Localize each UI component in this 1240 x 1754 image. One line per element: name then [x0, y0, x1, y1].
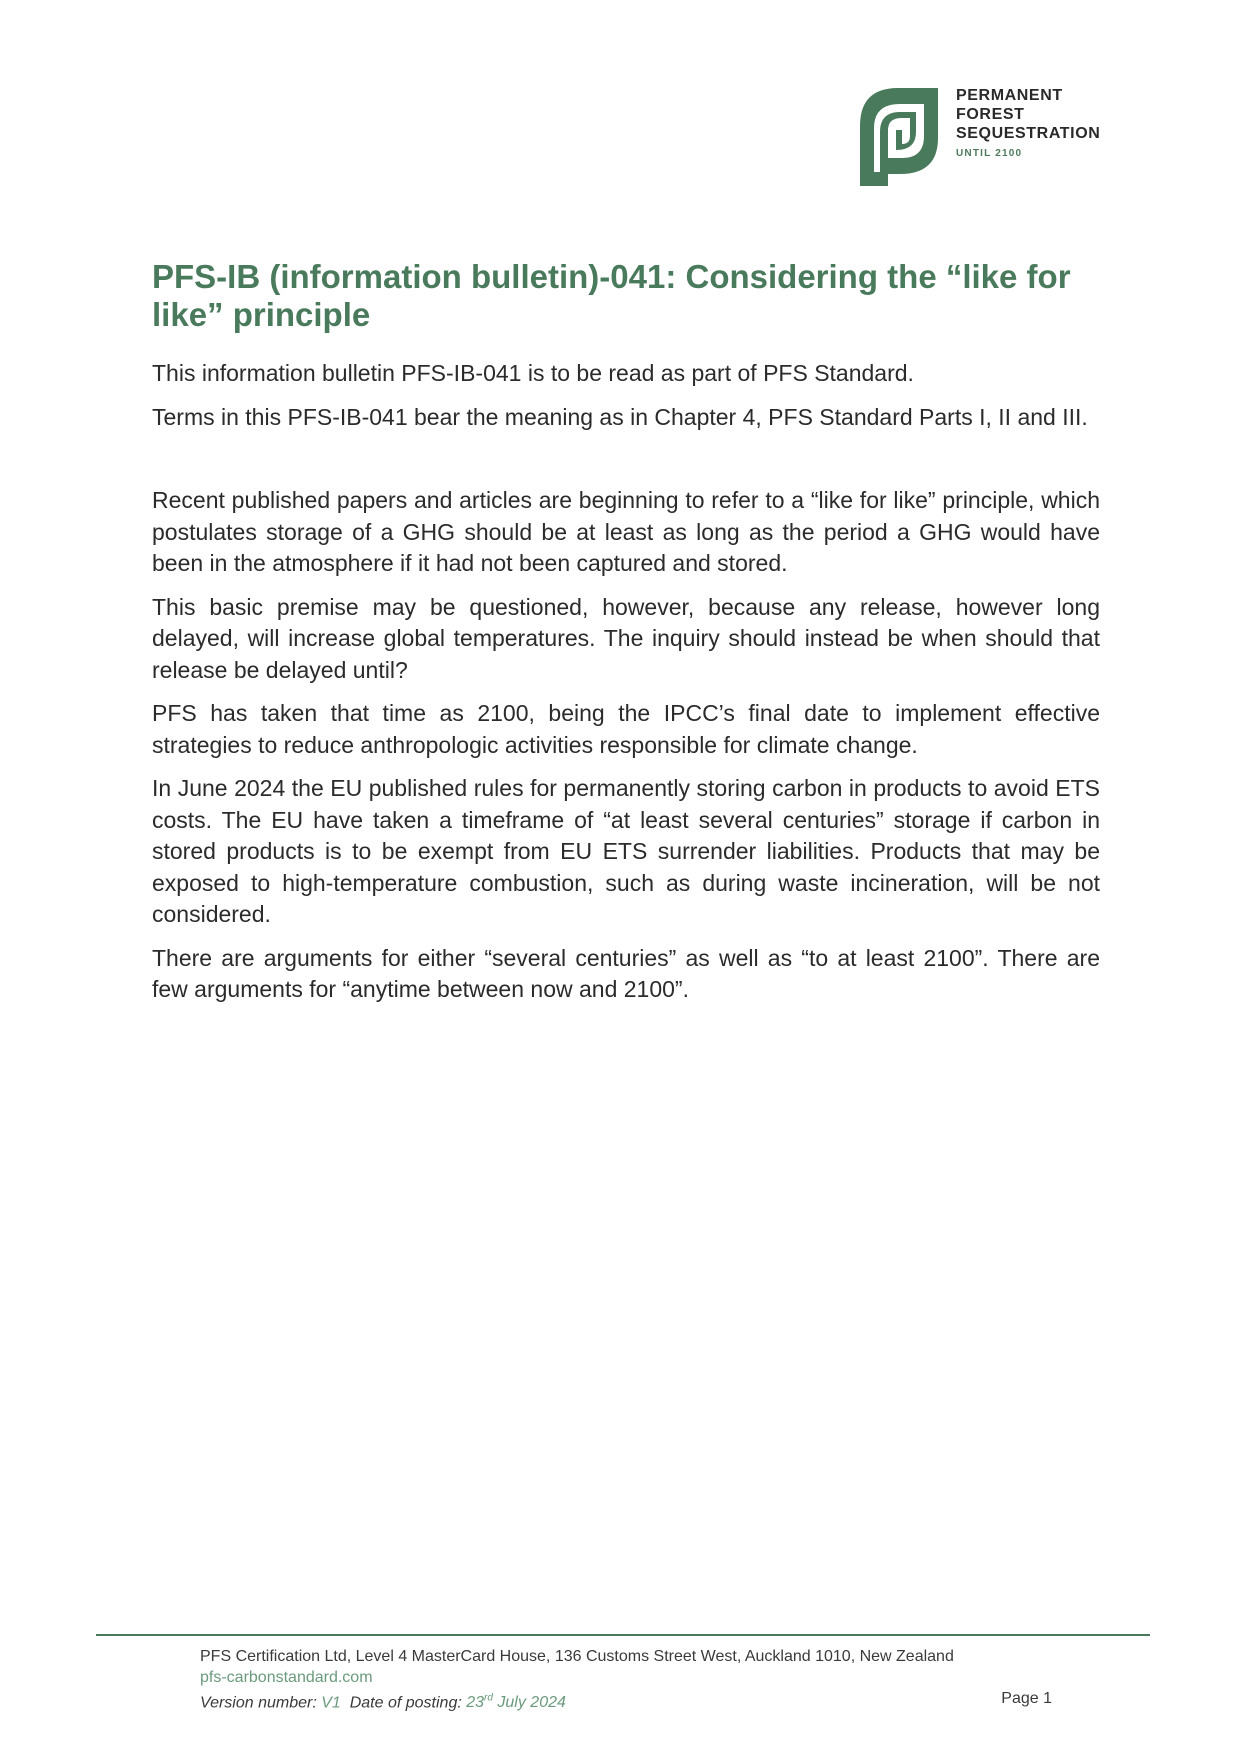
footer-website-link[interactable]: pfs-carbonstandard.com [200, 1669, 373, 1686]
body-paragraph: There are arguments for either “several centuries” as well as “to at least 2100”. There are few arguments for “anytime between now and 2100”. [152, 944, 1100, 1002]
page-footer [200, 1646, 1052, 1713]
logo-line-3: SEQUESTRATION [956, 125, 1101, 142]
date-day: 23 [466, 1694, 485, 1712]
document-body [152, 258, 1100, 1018]
date-rest: July 2024 [497, 1694, 566, 1712]
body-paragraph: PFS has taken that time as 2100, being the IPCC’s final date to implement effective strategies to reduce anthropologic activities responsible for climate change. [152, 700, 1100, 758]
body-paragraph: Recent published papers and articles are beginning to refer to a “like for like” principle, which postulates storage of a GHG should be at least as long as the period a GHG would have been in the atmosphere if it had not been captured and stored. [152, 487, 1100, 576]
body-paragraph: In June 2024 the EU published rules for permanently storing carbon in products to avoid ETS costs. The EU have taken a timeframe of “at least several centuries” storage if carbon in stored products is to be exempt from EU ETS surrender liabilities. Products that may be exposed to high-temperature combustion, such as during waste incineration, will be not considered. [152, 775, 1100, 927]
body-paragraph: This basic premise may be questioned, however, because any release, however long delayed, will increase global temperatures. The inquiry should instead be when should that release be delayed until? [152, 593, 1100, 683]
logo-line-2: FOREST [956, 106, 1025, 123]
date-label: Date of posting: [349, 1694, 462, 1712]
date-suffix: rd [484, 1693, 493, 1704]
pfs-logo [850, 86, 1130, 196]
footer-address: PFS Certification Ltd, Level 4 MasterCard House, 136 Customs Street West, Auckland 1010, New Zealand [200, 1648, 954, 1665]
footer-divider [96, 1634, 1150, 1636]
version-value: V1 [321, 1694, 341, 1712]
footer-version-info [200, 1688, 1052, 1713]
intro-paragraph: This information bulletin PFS-IB-041 is to be read as part of PFS Standard. [152, 360, 914, 386]
intro-paragraph: Terms in this PFS-IB-041 bear the meaning as in Chapter 4, PFS Standard Parts I, II and III. [152, 403, 1088, 430]
posting-date [466, 1694, 566, 1711]
page-number: Page 1 [1001, 1690, 1052, 1707]
logo-line-1: PERMANENT [956, 87, 1063, 104]
logo-tagline: UNTIL 2100 [956, 148, 1023, 159]
document-title: PFS-IB (information bulletin)-041: Considering the “like for like” principle [152, 258, 1071, 333]
section-spacer [152, 445, 1100, 485]
pfs-leaf-logo-icon [850, 86, 942, 186]
version-label: Version number: [200, 1694, 317, 1712]
